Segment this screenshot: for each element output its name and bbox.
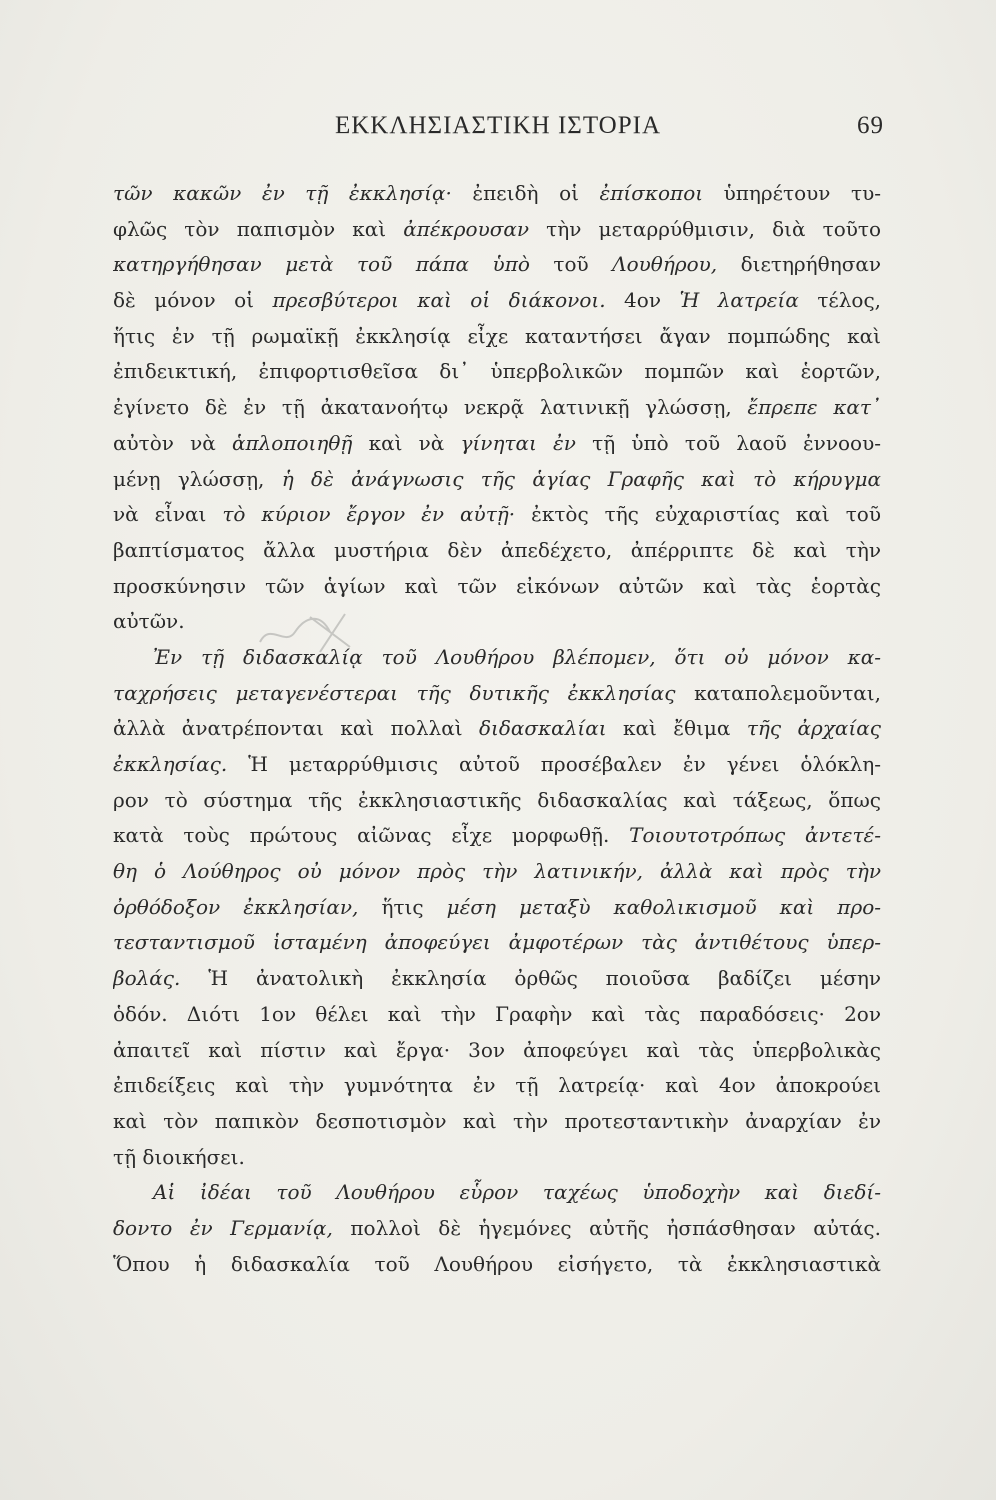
text-line bbox=[113, 569, 881, 605]
text-segment: ὁδόν. Διότι 1ον θέλει καὶ τὴν Γραφὴν καὶ τὰς παραδόσεις· 2ον bbox=[113, 1001, 881, 1026]
text-line bbox=[113, 997, 881, 1033]
text-segment: καὶ τὸν παπικὸν δεσποτισμὸν καὶ τὴν προτεσταντικὴν ἀναρχίαν ἐν bbox=[113, 1108, 881, 1133]
italic-text-segment: ὀρθόδοξον ἐκκλησίαν, bbox=[113, 894, 359, 919]
italic-text-segment: Ἡ λατρεία bbox=[679, 288, 799, 313]
text-line bbox=[113, 676, 881, 712]
text-line bbox=[113, 426, 881, 462]
text-line bbox=[113, 497, 881, 533]
text-line bbox=[113, 533, 881, 569]
text-segment: διετηρήθησαν bbox=[717, 252, 881, 277]
text-line bbox=[113, 1175, 881, 1211]
text-segment: ἐπιδείξεις καὶ τὴν γυμνότητα ἐν τῇ λατρείᾳ· καὶ 4ον ἀποκρούει bbox=[113, 1073, 881, 1098]
text-line bbox=[113, 961, 881, 997]
text-line bbox=[113, 747, 881, 783]
italic-text-segment: τὸ κύριον ἔργον ἐν αὐτῇ· bbox=[222, 502, 516, 527]
text-line bbox=[113, 890, 881, 926]
italic-text-segment: δοντο ἐν Γερμανίᾳ, bbox=[113, 1215, 333, 1240]
text-line bbox=[113, 390, 881, 426]
body-text bbox=[113, 176, 881, 1282]
text-line bbox=[113, 854, 881, 890]
italic-text-segment: τῆς ἀρχαίας bbox=[746, 716, 881, 741]
text-segment: καὶ ἔθιμα bbox=[606, 716, 747, 741]
text-line bbox=[113, 1104, 881, 1140]
text-segment: 4ον bbox=[605, 288, 680, 313]
italic-text-segment: κατηργήθησαν μετὰ τοῦ πάπα ὑπὸ bbox=[113, 252, 530, 277]
text-segment: ρον τὸ σύστημα τῆς ἐκκλησιαστικῆς διδασκαλίας καὶ τάξεως, ὅπως bbox=[113, 787, 881, 812]
text-segment: βαπτίσματος ἄλλα μυστήρια δὲν ἀπεδέχετο, ἀπέρριπτε δὲ καὶ τὴν bbox=[113, 537, 881, 562]
italic-text-segment: Ἐν τῇ διδασκαλίᾳ τοῦ Λουθήρου βλέπομεν, ὅτι οὐ μόνον κα- bbox=[153, 644, 881, 669]
text-segment: αὐτῶν. bbox=[113, 609, 185, 634]
text-segment: Ἡ μεταρρύθμισις αὐτοῦ προσέβαλεν ἐν γένει ὁλόκλη- bbox=[227, 752, 881, 776]
text-line bbox=[113, 1211, 881, 1247]
text-line bbox=[113, 1140, 881, 1176]
text-segment: τῇ διοικήσει. bbox=[113, 1144, 245, 1169]
text-line bbox=[113, 1247, 881, 1283]
text-segment: τέλος, bbox=[798, 288, 881, 313]
text-line bbox=[113, 176, 881, 212]
italic-text-segment: ἡ δὲ ἀνάγνωσις τῆς ἁγίας Γραφῆς καὶ τὸ κήρυγμα bbox=[281, 466, 881, 491]
italic-text-segment: πρεσβύτεροι καὶ οἱ διάκονοι. bbox=[272, 288, 606, 313]
text-segment: ἥτις ἐν τῇ ρωμαϊκῇ ἐκκλησίᾳ εἶχε καταντήσει ἄγαν πομπώδης καὶ bbox=[113, 323, 881, 348]
text-line bbox=[113, 319, 881, 355]
text-segment: κατὰ τοὺς πρώτους αἰῶνας εἶχε μορφωθῇ. bbox=[113, 823, 630, 848]
text-segment: φλῶς τὸν παπισμὸν καὶ bbox=[113, 216, 404, 241]
italic-text-segment: τεσταντισμοῦ ἱσταμένη ἀποφεύγει ἀμφοτέρων τὰς ἀντιθέτους ὑπερ- bbox=[113, 930, 881, 955]
text-line bbox=[113, 783, 881, 819]
text-line bbox=[113, 640, 881, 676]
text-line bbox=[113, 711, 881, 747]
italic-text-segment: διδασκαλίαι bbox=[478, 716, 607, 741]
text-line bbox=[113, 212, 881, 248]
italic-text-segment: θη ὁ Λούθηρος οὐ μόνον πρὸς τὴν λατινικήν, ἀλλὰ καὶ πρὸς τὴν bbox=[113, 859, 881, 884]
text-segment: ὑπηρέτουν τυ- bbox=[703, 181, 881, 205]
italic-text-segment: Αἱ ἰδέαι τοῦ Λουθήρου εὗρον ταχέως ὑποδοχὴν καὶ διεδί- bbox=[153, 1180, 881, 1205]
text-segment: ἥτις bbox=[358, 894, 447, 919]
italic-text-segment: Λουθήρου, bbox=[612, 252, 718, 277]
text-line bbox=[113, 354, 881, 390]
italic-text-segment: ταχρήσεις μεταγενέστεραι τῆς δυτικῆς ἐκκλησίας bbox=[113, 680, 676, 705]
running-head bbox=[0, 112, 996, 148]
text-segment: καὶ νὰ bbox=[352, 430, 461, 455]
italic-text-segment: τῶν κακῶν ἐν τῇ ἐκκλησίᾳ· bbox=[113, 181, 452, 205]
text-line bbox=[113, 925, 881, 961]
text-segment: Ὅπου ἡ διδασκαλία τοῦ Λουθήρου εἰσήγετο, τὰ ἐκκλησιαστικὰ bbox=[113, 1251, 881, 1276]
text-line bbox=[113, 1033, 881, 1069]
text-segment: ἀλλὰ ἀνατρέπονται καὶ πολλαὶ bbox=[113, 716, 479, 741]
italic-text-segment: Τοιουτοτρόπως ἀντετέ- bbox=[629, 823, 881, 848]
text-segment: τοῦ bbox=[529, 252, 613, 277]
text-segment: καταπολεμοῦνται, bbox=[675, 680, 881, 705]
italic-text-segment: ἐκκλησίας. bbox=[113, 752, 228, 776]
italic-text-segment: γίνηται ἐν bbox=[460, 430, 576, 455]
text-segment: ἐπειδὴ οἱ bbox=[451, 181, 600, 205]
text-line bbox=[113, 604, 881, 640]
text-segment: μένῃ γλώσσῃ, bbox=[113, 466, 282, 491]
text-segment: αὐτὸν νὰ bbox=[113, 430, 232, 455]
text-segment: προσκύνησιν τῶν ἁγίων καὶ τῶν εἰκόνων αὐτῶν καὶ τὰς ἑορτὰς bbox=[113, 573, 881, 598]
text-segment: ἀπαιτεῖ καὶ πίστιν καὶ ἔργα· 3ον ἀποφεύγει καὶ τὰς ὑπερβολικὰς bbox=[113, 1037, 881, 1062]
text-segment: ἐπιδεικτική, ἐπιφορτισθεῖσα δι᾽ ὑπερβολικῶν πομπῶν καὶ ἑορτῶν, bbox=[113, 359, 881, 384]
text-line bbox=[113, 247, 881, 283]
text-segment: ἐγίνετο δὲ ἐν τῇ ἀκατανοήτῳ νεκρᾷ λατινικῇ γλώσσῃ, bbox=[113, 395, 748, 420]
text-line bbox=[113, 462, 881, 498]
italic-text-segment: ἁπλοποιηθῇ bbox=[231, 430, 353, 455]
italic-text-segment: ἐπίσκοποι bbox=[599, 181, 704, 205]
text-segment: τὴν μεταρρύθμισιν, διὰ τοῦτο bbox=[529, 216, 881, 241]
page-number: 69 bbox=[857, 112, 884, 139]
text-segment: τῇ ὑπὸ τοῦ λαοῦ ἐννοου- bbox=[575, 430, 881, 455]
text-segment: Ἡ ἀνατολικὴ ἐκκλησία ὀρθῶς ποιοῦσα βαδίζει μέσην bbox=[180, 966, 881, 991]
page-title: ΕΚΚΛΗΣΙΑΣΤΙΚΗ ΙΣΤΟΡΙΑ bbox=[334, 112, 662, 139]
italic-text-segment: μέση μεταξὺ καθολικισμοῦ καὶ προ- bbox=[446, 894, 881, 919]
text-line bbox=[113, 283, 881, 319]
text-segment: νὰ εἶναι bbox=[113, 502, 223, 527]
italic-text-segment: βολάς. bbox=[113, 966, 181, 991]
text-line bbox=[113, 1068, 881, 1104]
text-segment: ἐκτὸς τῆς εὐχαριστίας καὶ τοῦ bbox=[515, 502, 881, 527]
text-line bbox=[113, 818, 881, 854]
text-segment: δὲ μόνον οἱ bbox=[113, 288, 273, 313]
text-segment: πολλοὶ δὲ ἡγεμόνες αὐτῆς ἠσπάσθησαν αὐτάς. bbox=[332, 1215, 881, 1240]
italic-text-segment: ἀπέκρουσαν bbox=[403, 216, 530, 241]
pencil-scribble-mark bbox=[250, 602, 370, 662]
italic-text-segment: ἔπρεπε κατ᾽ bbox=[747, 395, 881, 420]
